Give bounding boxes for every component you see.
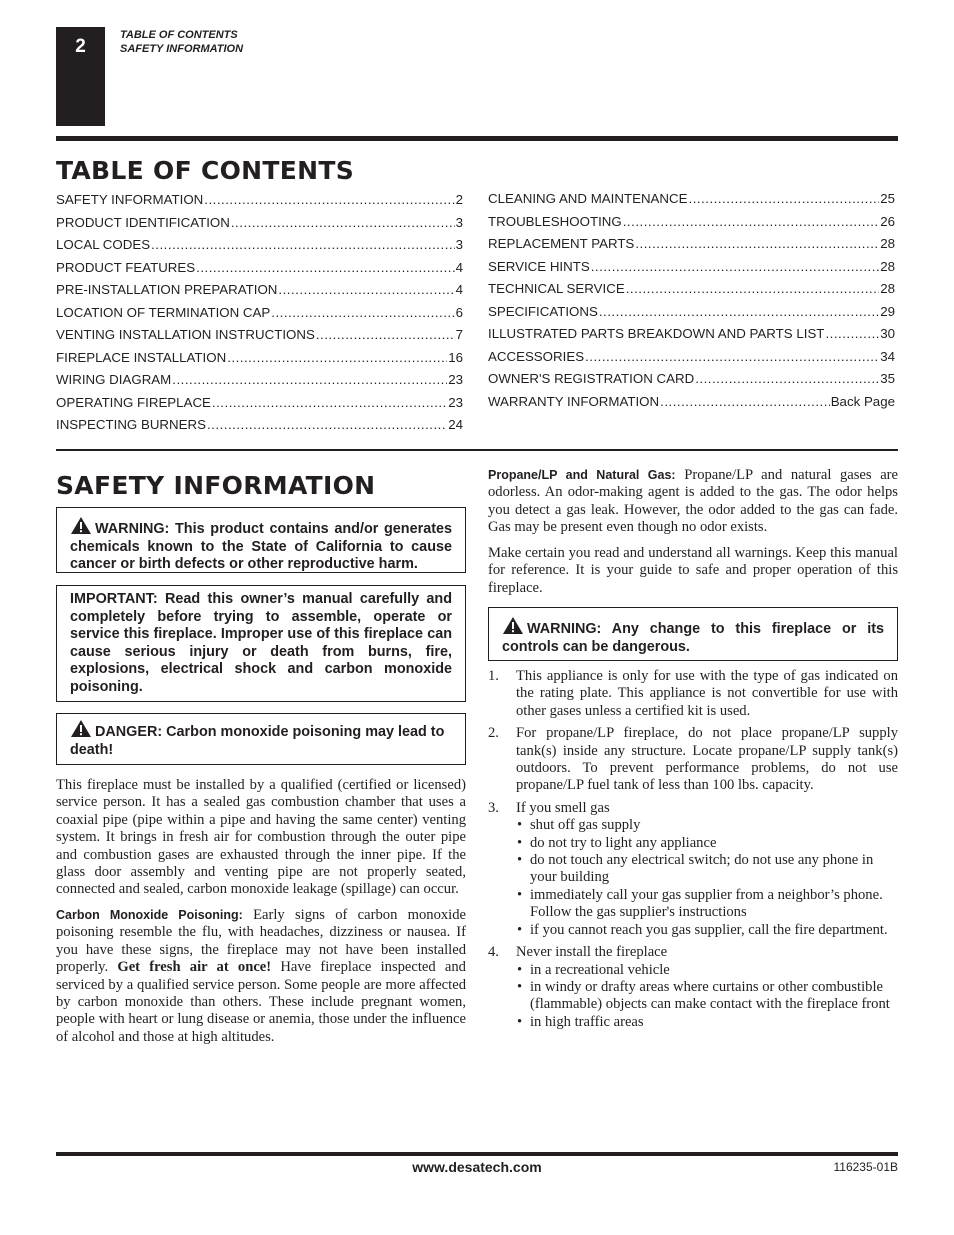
toc-entry-label: LOCAL CODES [56,237,151,252]
bottom-divider [56,1152,898,1156]
toc-entry[interactable] [488,326,895,349]
toc-entry-page: 2 [455,192,463,207]
gas-paragraph [488,467,898,537]
toc-leader-dots [585,349,879,364]
toc-entry-label: REPLACEMENT PARTS [488,236,635,251]
page-number-tab [56,27,105,126]
safety-list-item [488,668,898,720]
toc-entry-page: 26 [880,213,895,229]
toc-entry[interactable] [56,260,463,283]
toc-entry-label: ILLUSTRATED PARTS BREAKDOWN AND PARTS LIST [488,326,825,341]
gas-lead: Propane/LP and Natural Gas: [488,468,676,482]
change-warning-text: WARNING: Any change to this fireplace or its controls can be dangerous. [502,621,884,655]
carbon-monoxide-text-1: Early signs of carbon monoxide poisoning resemble the flu, with headaches, dizziness or nausea. If you have these signs, the fireplace may not have been installed properly. [56,907,466,976]
list-item-number: 2. [488,725,499,742]
safety-numbered-list [488,668,898,1036]
running-head [120,28,243,56]
toc-entry-label: WARRANTY INFORMATION [488,393,660,409]
toc-leader-dots [271,305,454,320]
toc-entry-page: 24 [448,417,463,432]
top-divider [56,136,898,141]
toc-entry-label: ACCESSORIES [488,348,585,364]
bullet-item: • do not try to light any appliance [516,835,898,852]
toc-entry-label: SERVICE HINTS [488,258,590,274]
toc-entry-label: WIRING DIAGRAM [56,372,172,387]
list-item-text: Never install the fireplace [516,944,668,961]
safety-list-item [488,944,898,1031]
toc-leader-dots [689,191,880,206]
safety-title: SAFETY INFORMATION [56,471,376,500]
toc-entry-page: 35 [880,371,895,386]
change-warning-box [488,607,898,661]
page-number: 2 [75,36,86,57]
toc-entry[interactable] [488,304,895,327]
toc-entry-page: 23 [448,394,463,410]
danger-box [56,713,466,765]
section-divider [56,449,898,451]
toc-leader-dots [212,395,447,410]
toc-entry-label: TECHNICAL SERVICE [488,281,625,296]
toc-entry[interactable] [56,372,463,395]
toc-entry-page: 23 [448,372,463,387]
toc-entry[interactable] [56,305,463,328]
toc-entry[interactable] [56,395,463,418]
footer-url: www.desatech.com [412,1159,542,1175]
toc-entry[interactable] [56,417,463,440]
toc-leader-dots [278,282,454,297]
toc-leader-dots [695,371,879,386]
carbon-monoxide-lead: Carbon Monoxide Poisoning: [56,908,243,922]
toc-entry[interactable] [488,191,895,214]
toc-leader-dots [635,236,879,251]
toc-entry[interactable] [488,281,895,304]
toc-entry-page: 28 [880,258,895,274]
toc-entry[interactable] [56,282,463,305]
list-item-text: If you smell gas [516,799,610,816]
danger-text: DANGER: Carbon monoxide poisoning may lead to death! [70,724,445,758]
toc-entry-label: PRE-INSTALLATION PREPARATION [56,282,278,297]
california-warning-box [56,507,466,573]
toc-entry-page: Back Page [830,393,895,409]
safety-list-item [488,800,898,939]
toc-entry[interactable] [488,371,895,394]
warning-triangle-icon [70,719,92,738]
running-head-line-1: TABLE OF CONTENTS [120,29,238,41]
toc-leader-dots [231,215,455,230]
toc-entry-page: 7 [455,327,463,342]
toc-leader-dots [207,417,447,432]
list-item-text: This appliance is only for use with the type of gas indicated on the rating plate. This appliance is not convertible for use with other gases unless a certified kit is used. [516,668,898,719]
toc-entry[interactable] [56,350,463,373]
toc-entry-label: SAFETY INFORMATION [56,192,204,207]
toc-leader-dots [599,304,879,319]
toc-entry-page: 4 [455,259,463,275]
bullet-list [516,962,898,1032]
bullet-item: • do not touch any electrical switch; do not use any phone in your building [516,852,898,887]
toc-entry-page: 3 [455,214,463,230]
toc-leader-dots [825,326,879,341]
toc-entry-label: CLEANING AND MAINTENANCE [488,191,688,206]
toc-entry-label: SPECIFICATIONS [488,303,598,319]
toc-entry-page: 3 [455,237,463,252]
list-item-text: For propane/LP fireplace, do not place propane/LP supply tank(s) inside any structure. Locate propane/LP supply tank(s) outdoors. To prevent performance problems, do not use propane/LP fuel tank of less than 100 lbs. capacity. [516,725,898,794]
toc-entry-label: PRODUCT IDENTIFICATION [56,214,230,230]
toc-entry-page: 34 [880,348,895,364]
toc-leader-dots [660,394,830,409]
running-head-line-2: SAFETY INFORMATION [120,43,244,55]
toc-leader-dots [591,259,879,274]
important-box [56,585,466,702]
toc-right-column [488,191,895,416]
toc-leader-dots [316,327,455,342]
toc-left-column [56,192,463,440]
gas-text: Propane/LP and natural gases are odorless. An odor-making agent is added to the gas. The odor helps you detect a gas leak. However, the odor added to the gas can fade. Gas may be present even though no odor exists. [488,467,899,536]
california-warning-text: WARNING: This product contains and/or generates chemicals known to the State of California to cause cancer or birth defects or other reproductive harm. [70,521,452,572]
warning-triangle-icon [70,516,92,535]
bullet-item: • in windy or drafty areas where curtains or other combustible (flammable) objects can make contact with the fireplace front [516,979,898,1014]
toc-entry[interactable] [488,236,895,259]
toc-entry-page: 25 [880,191,895,206]
toc-leader-dots [227,350,447,365]
toc-entry[interactable] [488,214,895,237]
toc-entry-page: 30 [880,326,895,341]
fresh-air-emphasis: Get fresh air at once! [117,959,272,976]
toc-entry-page: 16 [448,349,463,365]
list-item-number: 3. [488,799,499,816]
carbon-monoxide-text-2: Have fireplace inspected and serviced by a qualified service person. Some people are more affected by carbon monoxide than others. These include pregnant women, people with heart or lung disease or anemia, those under the influence of alcohol and those at high altitudes. [56,959,466,1045]
toc-leader-dots [626,281,880,296]
toc-entry[interactable] [56,192,463,215]
bullet-item: • in high traffic areas [516,1014,898,1031]
toc-leader-dots [204,192,454,207]
toc-entry-page: 28 [880,281,895,296]
toc-entry-label: OWNER'S REGISTRATION CARD [488,371,695,386]
toc-leader-dots [172,372,447,387]
bullet-item: • immediately call your gas supplier from a neighbor’s phone. Follow the gas supplier's instructions [516,887,898,922]
toc-entry-page: 28 [880,236,895,251]
list-item-number: 4. [488,944,499,961]
bullet-item: • shut off gas supply [516,817,898,834]
toc-title: TABLE OF CONTENTS [56,156,354,185]
bullet-item: • if you cannot reach you gas supplier, call the fire department. [516,922,898,939]
toc-entry[interactable] [56,327,463,350]
toc-leader-dots [151,237,455,252]
toc-entry-page: 29 [880,303,895,319]
toc-leader-dots [196,260,454,275]
document-code: 116235-01B [833,1160,898,1174]
important-text: IMPORTANT: Read this owner’s manual carefully and completely before trying to assemble, operate or service this fireplace. Improper use of this fireplace can cause serious injury or death from burns, fire, explosions, electrical shock and carbon monoxide poisoning. [70,591,452,695]
toc-entry-page: 6 [455,304,463,320]
toc-entry-page: 4 [455,282,463,297]
installation-paragraph: This fireplace must be installed by a qualified (certified or licensed) service person. It has a sealed gas combustion chamber that uses a coaxial pipe (pipe within a pipe and having the same center) venting system. It brings in fresh air for combustion through the outer pipe and combustion gases are exhausted through the inner pipe. If the glass door assembly and venting pipe are not properly seated, connected and sealed, carbon monoxide leakage (spillage) can occur. [56,777,466,898]
bullet-item: • in a recreational vehicle [516,962,898,979]
toc-leader-dots [623,214,879,229]
toc-entry[interactable] [488,394,895,417]
safety-list-item [488,725,898,795]
toc-entry[interactable] [56,237,463,260]
toc-entry-label: VENTING INSTALLATION INSTRUCTIONS [56,327,315,342]
read-warnings-paragraph: Make certain you read and understand all warnings. Keep this manual for reference. It is your guide to safe and proper operation of this fireplace. [488,545,898,596]
warning-triangle-icon [502,616,524,635]
list-item-number: 1. [488,668,499,684]
carbon-monoxide-paragraph [56,907,466,1046]
toc-entry-label: PRODUCT FEATURES [56,259,196,275]
toc-entry-label: INSPECTING BURNERS [56,417,206,432]
toc-entry-label: OPERATING FIREPLACE [56,394,211,410]
toc-entry[interactable] [56,215,463,238]
toc-entry[interactable] [488,349,895,372]
toc-entry-label: TROUBLESHOOTING [488,213,622,229]
toc-entry-label: FIREPLACE INSTALLATION [56,349,227,365]
toc-entry[interactable] [488,259,895,282]
bullet-list [516,817,898,939]
toc-entry-label: LOCATION OF TERMINATION CAP [56,304,271,320]
